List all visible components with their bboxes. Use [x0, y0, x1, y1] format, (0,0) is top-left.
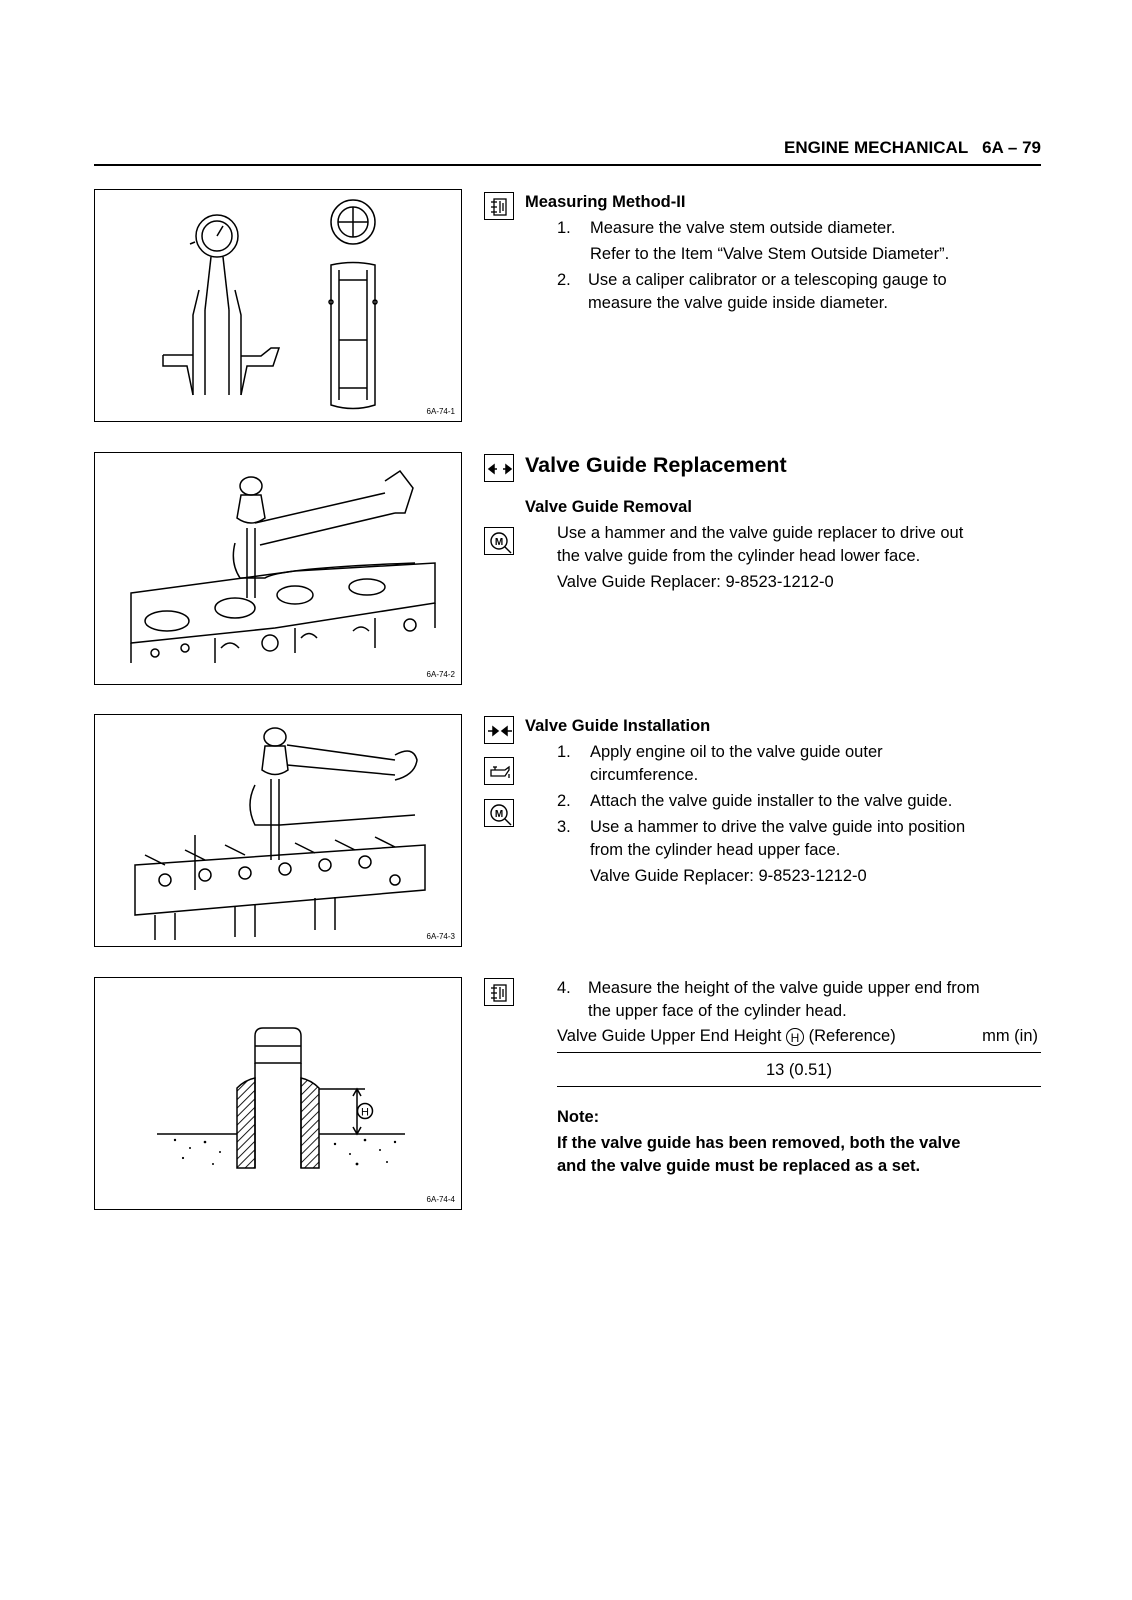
step-text: Apply engine oil to the valve guide outer — [590, 743, 883, 761]
step-text: Use a caliper calibrator or a telescoping gauge to — [588, 271, 947, 289]
figure-upper-end-height — [94, 977, 462, 1210]
figure-id: 6A-74-4 — [426, 1195, 455, 1204]
spec-label: Valve Guide Upper End Height — [557, 1027, 782, 1045]
spec-value: 13 (0.51) — [765, 1061, 833, 1079]
step-text: the upper face of the cylinder head. — [588, 1002, 847, 1020]
step-text: Measure the height of the valve guide upper end from — [588, 979, 980, 997]
step-text: from the cylinder head upper face. — [590, 841, 841, 859]
step-text: Measure the valve stem outside diameter. — [590, 219, 896, 237]
svg-text:M: M — [494, 537, 504, 548]
spec-unit: mm (in) — [982, 1027, 1038, 1045]
spec-label-row — [557, 1025, 896, 1047]
figure-id: 6A-74-2 — [426, 670, 455, 679]
page-header — [94, 134, 1041, 166]
valve-guide-replacement-title: Valve Guide Replacement — [525, 453, 787, 477]
step-text: Refer to the Item “Valve Stem Outside Diameter”. — [590, 245, 950, 263]
step-number: 4. — [557, 979, 571, 997]
spec-reference: (Reference) — [808, 1027, 896, 1045]
body-text: the valve guide from the cylinder head lower face. — [557, 547, 921, 565]
table-bottom-rule — [557, 1086, 1041, 1087]
svg-text:H: H — [361, 1106, 369, 1119]
body-text: Use a hammer and the valve guide replacer to drive out — [557, 524, 964, 542]
step-text: circumference. — [590, 766, 699, 784]
svg-text:M: M — [494, 809, 504, 820]
measuring-method-heading: Measuring Method-II — [525, 193, 686, 211]
step-text: Use a hammer to drive the valve guide into position — [590, 818, 966, 836]
figure-id: 6A-74-1 — [426, 407, 455, 416]
figure-valve-guide-installation — [94, 714, 462, 947]
figure-valve-guide-measurement — [94, 189, 462, 422]
valve-guide-removal-heading: Valve Guide Removal — [525, 498, 692, 516]
step-number: 1. — [557, 219, 571, 237]
special-tool-icon — [484, 527, 514, 555]
spec-symbol: H — [786, 1028, 804, 1046]
note-text: If the valve guide has been removed, both the valve — [557, 1134, 961, 1152]
measure-icon — [484, 192, 514, 220]
special-tool-icon — [484, 799, 514, 827]
tool-number: Valve Guide Replacer: 9-8523-1212-0 — [557, 573, 834, 591]
step-number: 1. — [557, 743, 571, 761]
measure-icon — [484, 978, 514, 1006]
step-text: Attach the valve guide installer to the valve guide. — [590, 792, 953, 810]
step-number: 2. — [557, 792, 571, 810]
figure-valve-guide-removal — [94, 452, 462, 685]
valve-guide-installation-heading: Valve Guide Installation — [525, 717, 711, 735]
table-top-rule — [557, 1052, 1041, 1053]
install-icon — [484, 716, 514, 744]
note-text: and the valve guide must be replaced as a set. — [557, 1157, 921, 1175]
remove-install-icon — [484, 454, 514, 482]
step-number: 3. — [557, 818, 571, 836]
note-label: Note: — [557, 1108, 600, 1126]
tool-number: Valve Guide Replacer: 9-8523-1212-0 — [590, 867, 867, 885]
step-text: measure the valve guide inside diameter. — [588, 294, 888, 312]
figure-id: 6A-74-3 — [426, 932, 455, 941]
oil-icon — [484, 757, 514, 785]
header-title: ENGINE MECHANICAL 6A – 79 — [784, 138, 1041, 157]
step-number: 2. — [557, 271, 571, 289]
